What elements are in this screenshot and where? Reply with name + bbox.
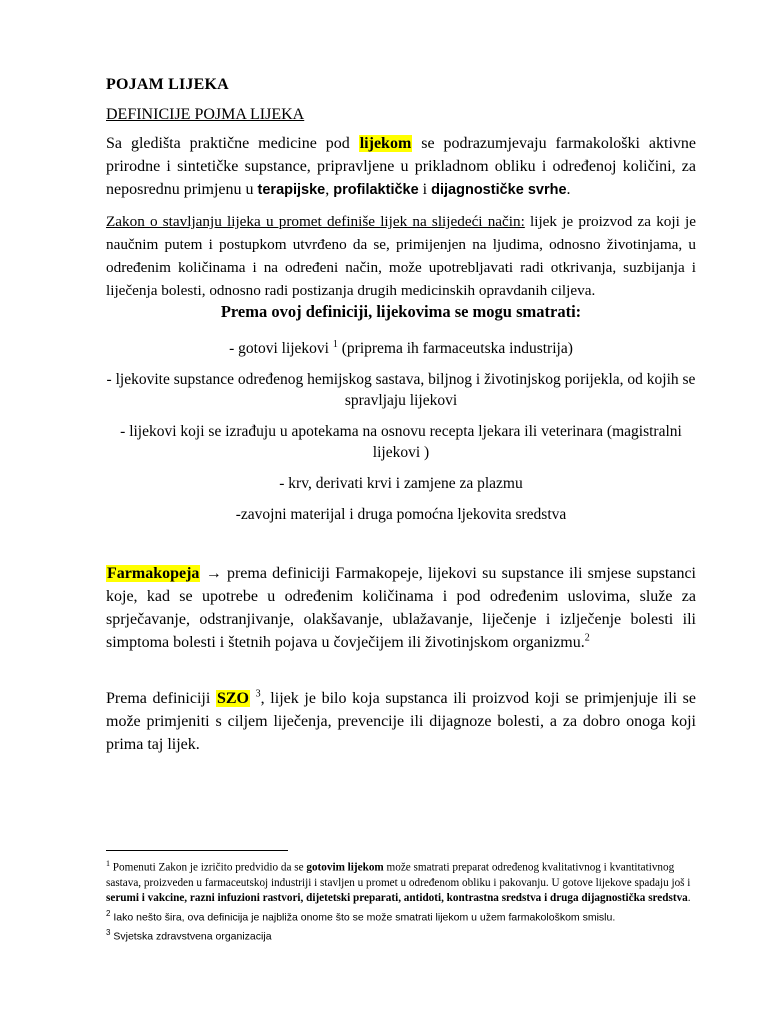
list-item-text: (priprema ih farmaceutska industrija) (337, 340, 573, 358)
highlight-farmakopeja: Farmakopeja (107, 565, 200, 582)
footnote-number: 3 (106, 928, 111, 938)
footnote-bold: serumi i vakcine, razni infuzioni rastvori, dijetetski preparati, antidoti, kontrastna sredstva i druga dijagnostička sredstva (106, 891, 688, 904)
highlight-lijekom: lijekom (359, 135, 412, 152)
footnote-separator (106, 850, 288, 851)
list-item: - krv, derivati krvi i zamjene za plazmu (279, 475, 523, 493)
footnote-text: Iako nešto šira, ova definicija je najbliža onome što se može smatrati lijekom u užem farmakološkom smislu. (110, 911, 616, 924)
p1-end: . (566, 181, 571, 198)
paragraph-szo (106, 687, 696, 756)
footnote-text: može smatrati preparat određenog kvalitativnog i kvantitativnog sastava, proizveden u farmaceutskoj industriji i stavljen u promet u određenom obliku i pakovanju. U gotove lijekove spadaju još i (106, 861, 691, 889)
footnote-ref: 2 (584, 632, 590, 644)
page-title: POJAM LIJEKA (106, 76, 229, 93)
p3-text: → prema definiciji Farmakopeje, lijekovi su supstance ili smjese supstanci koje, kad se upotrebe u određenim količinama i pod određenim uslovima, služe za sprječavanje, odstranjivanje, olakšavanje, ublažavanje, liječenje i izlječenje bolesti ili simptoma bolesti i štetnih pojava u čovječijem ili životinjskom organizmu. (106, 565, 696, 651)
paragraph-definition-medicine (106, 132, 696, 202)
footnote-text: Svjetska zdravstvena organizacija (110, 930, 272, 943)
term-profilakticke: profilaktičke (333, 182, 419, 198)
p1-separator: , (325, 181, 334, 198)
medicine-types-list (106, 334, 696, 535)
footnote-ref: 3 (255, 688, 261, 700)
p4-text: , lijek je bilo koja supstanca ili proizvod koji se primjenjuje ili se može primjeniti s ciljem liječenja, prevencije ili dijagnoze bolesti, a za dobro onoga koji prima taj lijek. (106, 690, 697, 753)
list-item (106, 334, 696, 359)
footnote-number: 1 (106, 859, 110, 868)
p2-text: lijek je proizvod za koji je naučnim putem i postupkom utvrđeno da se, primijenjen na ljudima, odnosno životinjama, u određenim količinama i na određeni način, može upotrebljavati radi otkrivanja, suzbijanja i liječenja bolesti, odnosno radi postizanja drugih medicinskih opravdanih ciljeva. (106, 213, 696, 299)
paragraph-farmakopeja (106, 562, 696, 654)
paragraph-law-definition (106, 210, 696, 302)
term-dijagnosticke: dijagnostičke svrhe (431, 182, 567, 198)
footnote-bold: gotovim lijekom (306, 861, 384, 874)
footnote-number: 2 (106, 908, 111, 918)
footnote-2 (106, 906, 698, 926)
law-reference: Zakon o stavljanju lijeka u promet definiše lijek na slijedeći način: (106, 213, 525, 230)
list-item: - ljekovite supstance određenog hemijskog sastava, biljnog i životinjskog porijekla, od kojih se spravljaju lijekovi (106, 371, 696, 410)
footnote-text: . (687, 891, 691, 904)
footnotes (106, 856, 698, 945)
p1-separator: i (418, 181, 432, 198)
highlight-szo: SZO (216, 690, 249, 707)
list-heading: Prema ovoj definiciji, lijekovima se mogu smatrati: (220, 302, 582, 321)
p4-text: Prema definiciji (106, 690, 216, 707)
footnote-3 (106, 925, 698, 945)
list-item: - lijekovi koji se izrađuju u apotekama na osnovu recepta ljekara ili veterinara (magistralni lijekovi ) (120, 423, 682, 462)
footnote-ref: 1 (332, 339, 338, 350)
p1-text: se podrazumjevaju farmakološki aktivne prirodne i sintetičke supstance, pripravljene u prikladnom obliku i određenoj količini, za neposrednu primjenu u (106, 135, 696, 198)
term-terapijske: terapijske (257, 182, 326, 198)
footnote-1 (106, 856, 698, 906)
section-subtitle: DEFINICIJE POJMA LIJEKA (106, 106, 305, 123)
footnote-text: Pomenuti Zakon je izričito predvidio da se (110, 861, 307, 874)
p1-text: Sa gledišta praktične medicine pod (106, 135, 359, 152)
list-item: -zavojni materijal i druga pomoćna ljekovita sredstva (235, 506, 567, 524)
list-item-text: - gotovi lijekovi (229, 340, 333, 358)
